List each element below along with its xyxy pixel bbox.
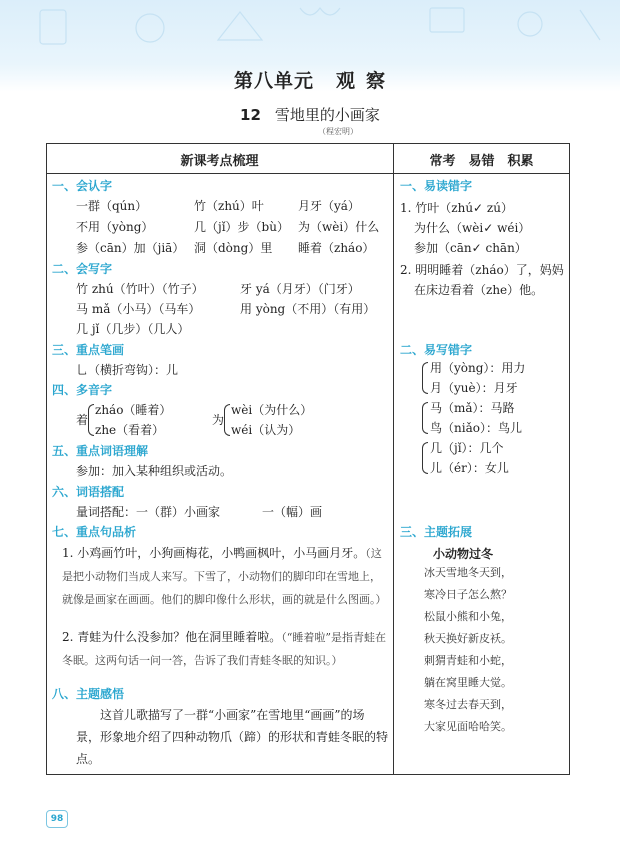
section-recognize: 一、会认字 xyxy=(52,179,113,193)
unit-label: 第八单元 xyxy=(233,70,314,92)
right-column-header: 常考 易错 积累 xyxy=(429,154,534,169)
stroke-text: 乚（横折弯钩）：儿 xyxy=(76,363,179,377)
write-word: 竹 zhú（竹叶）（竹子） xyxy=(76,282,204,296)
brace xyxy=(422,442,428,474)
section-theme: 八、主题感悟 xyxy=(52,687,125,701)
poem-line: 大家见面哈哈笑。 xyxy=(424,720,512,733)
collocation-text: 一（幅）画 xyxy=(262,505,323,519)
misread-item: 1. 竹叶（zhú✓ zú） xyxy=(400,201,513,215)
section-miswrite: 二、易写错字 xyxy=(400,343,473,357)
recognize-word: 参（cān）加（jiā） xyxy=(76,241,185,255)
poem-line: 躺在窝里睡大觉。 xyxy=(424,676,512,689)
left-column-header: 新课考点梳理 xyxy=(180,154,259,169)
author: （程宏明） xyxy=(318,127,358,136)
miswrite-item: 儿（ér）：女儿 xyxy=(430,461,509,475)
miswrite-item: 马（mǎ）：马路 xyxy=(430,401,515,415)
brace xyxy=(88,404,94,436)
vocab-text: 参加：加入某种组织或活动。 xyxy=(76,464,233,478)
section-sentences: 七、重点句品析 xyxy=(52,525,137,539)
header-divider xyxy=(46,173,570,174)
misread-item: 为什么（wèi✓ wéi） xyxy=(414,221,531,235)
misread-item: 参加（cān✓ chān） xyxy=(414,241,527,255)
misread-item: 在床边看着（zhe）他。 xyxy=(414,283,544,297)
sentence-question: 2. 青蛙为什么没参加？他在洞里睡着啦。 xyxy=(62,630,282,644)
recognize-word: 竹（zhú）叶 xyxy=(194,199,264,213)
section-misread: 一、易读错字 xyxy=(400,179,473,193)
recognize-word: 一群（qún） xyxy=(76,199,148,213)
polyphone-reading: zhe（看着） xyxy=(95,423,165,437)
sentence-answer: （“睡着啦”是指青蛙在冬眠。这两句话一问一答，告诉了我们青蛙冬眠的知识。） xyxy=(62,631,387,667)
polyphone-char: 着 xyxy=(76,413,89,427)
poem-line: 刺猬青蛙和小蛇， xyxy=(424,654,512,667)
poem-line: 寒冷日子怎么熬？ xyxy=(424,588,512,601)
brace xyxy=(422,402,428,434)
collocation-text: 量词搭配：一（群）小画家 xyxy=(76,505,221,519)
write-word: 牙 yá（月牙）（门牙） xyxy=(240,282,360,296)
sentence-answer: （这是把小动物们当成人来写。下雪了，小动物们的脚印印在雪地上，就像是画家在画画。他们的脚印像什么形状，画的就是什么图画。） xyxy=(62,547,387,606)
recognize-word: 几（jǐ）步（bù） xyxy=(194,220,289,234)
column-divider xyxy=(393,143,394,775)
unit-word-2: 察 xyxy=(366,70,387,92)
sentence-question: 1. 小鸡画竹叶，小狗画梅花，小鸭画枫叶，小马画月牙。 xyxy=(62,546,366,560)
brace xyxy=(224,404,230,436)
section-extension: 三、主题拓展 xyxy=(400,525,473,539)
misread-item: 2. 明明睡着（zháo）了，妈妈 xyxy=(400,263,564,277)
polyphone-char: 为 xyxy=(212,413,225,427)
poem-title: 小动物过冬 xyxy=(433,547,494,561)
recognize-word: 月牙（yá） xyxy=(298,199,360,213)
polyphone-reading: wéi（认为） xyxy=(231,423,301,437)
polyphone-reading: zháo（睡着） xyxy=(95,403,172,417)
theme-text: 这首儿歌描写了一群“小画家”在雪地里“画画”的场景，形象地介绍了四种动物爪（蹄）的形状和青蛙冬眠的特点。 xyxy=(76,708,389,766)
brace xyxy=(422,362,428,394)
sentence-analysis-1 xyxy=(62,542,388,611)
lesson-title xyxy=(0,104,620,125)
section-strokes: 三、重点笔画 xyxy=(52,343,125,357)
section-polyphone: 四、多音字 xyxy=(52,383,113,397)
recognize-word: 洞（dòng）里 xyxy=(194,241,273,255)
section-vocab: 五、重点词语理解 xyxy=(52,444,149,458)
unit-word-1: 观 xyxy=(335,70,356,92)
miswrite-item: 月（yuè）：月牙 xyxy=(430,381,518,395)
write-word: 几 jǐ（几步）（几人） xyxy=(76,322,190,336)
section-write: 二、会写字 xyxy=(52,262,113,276)
recognize-word: 为（wèi）什么 xyxy=(298,220,380,234)
page-number: 98 xyxy=(46,810,68,828)
unit-title xyxy=(0,66,620,93)
miswrite-item: 用（yòng）：用力 xyxy=(430,361,526,375)
poem-line: 秋天换好新皮袄。 xyxy=(424,632,512,645)
write-word: 马 mǎ（小马）（马车） xyxy=(76,302,201,316)
recognize-word: 睡着（zháo） xyxy=(298,241,375,255)
poem-line: 冰天雪地冬天到， xyxy=(424,566,512,579)
recognize-word: 不用（yòng） xyxy=(76,220,154,234)
write-word: 用 yòng（不用）（有用） xyxy=(240,302,376,316)
miswrite-item: 几（jǐ）：几个 xyxy=(430,441,504,455)
sentence-analysis-2 xyxy=(62,626,388,672)
miswrite-item: 鸟（niǎo）：鸟儿 xyxy=(430,421,522,435)
lesson-name: 雪地里的小画家 xyxy=(274,106,380,124)
poem-line: 松鼠小熊和小兔， xyxy=(424,610,512,623)
poem-line: 寒冬过去春天到， xyxy=(424,698,512,711)
polyphone-reading: wèi（为什么） xyxy=(231,403,313,417)
lesson-number: 12 xyxy=(240,106,261,124)
section-collocation: 六、词语搭配 xyxy=(52,485,125,499)
